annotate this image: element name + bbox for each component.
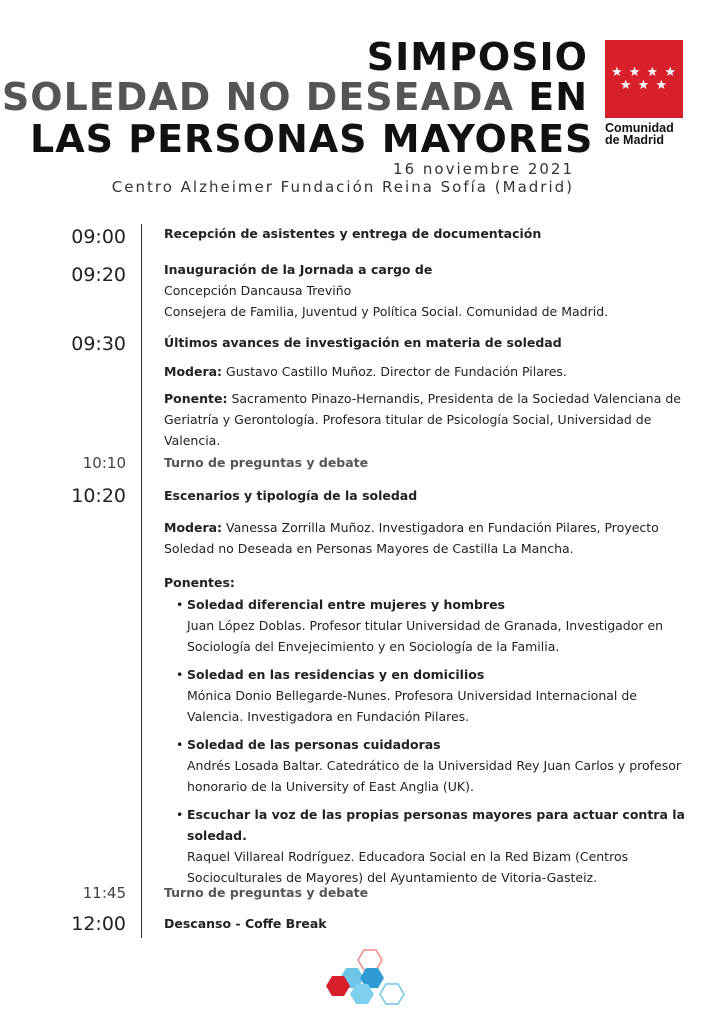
title-soledad: SOLEDAD NO DESEADA xyxy=(1,75,514,119)
moderator-label-2: Modera: xyxy=(164,520,223,535)
title-line-2 xyxy=(1,75,588,119)
time-1010: 10:10 xyxy=(82,454,126,472)
session-reception: Recepción de asistentes y entrega de documentación xyxy=(164,226,542,241)
timeline-divider xyxy=(141,224,142,938)
session-inauguration-title: Inauguración de la Jornada a cargo de xyxy=(164,262,433,277)
ponente-1-title: Soledad diferencial entre mujeres y hombres xyxy=(187,597,505,612)
time-0930: 09:30 xyxy=(71,333,126,355)
ponentes-label: Ponentes: xyxy=(164,575,235,590)
ponente-4-title: Escuchar la voz de las propias personas mayores para actuar contra la soledad. xyxy=(187,807,685,843)
session-research-title: Últimos avances de investigación en materia de soledad xyxy=(164,335,562,350)
research-speaker xyxy=(164,388,694,451)
logo-line-1: Comunidad xyxy=(605,121,674,135)
research-moderator xyxy=(164,361,694,382)
stars-row-1: ★ ★ ★ ★ xyxy=(610,65,677,80)
moderator-text-2: Vanessa Zorrilla Muñoz. Investigadora en Fundación Pilares, Proyecto Soledad no Deseada en Personas Mayores de Castilla La Mancha. xyxy=(164,520,659,556)
session-debate-1: Turno de preguntas y debate xyxy=(164,455,369,470)
time-0900: 09:00 xyxy=(71,226,126,248)
ponente-1-desc: Juan López Doblas. Profesor titular Universidad de Granada, Investigador en Sociología del Envejecimiento y en Sociología de la Familia. xyxy=(187,618,664,654)
logo-text xyxy=(605,122,683,146)
bullet-icon: • xyxy=(176,667,184,682)
ponente-3-desc: Andrés Losada Baltar. Catedrático de la Universidad Rey Juan Carlos y profesor honorario de la University of East Anglia (UK). xyxy=(187,758,682,794)
stars-row-2: ★ ★ ★ xyxy=(619,78,669,93)
bullet-icon: • xyxy=(176,807,184,822)
event-date: 16 noviembre 2021 xyxy=(393,160,574,178)
ponente-2-desc: Mónica Donio Bellegarde-Nunes. Profesora Universidad Internacional de Valencia. Investigadora en Fundación Pilares. xyxy=(187,688,637,724)
session-scenarios-title: Escenarios y tipología de la soledad xyxy=(164,488,418,503)
session-coffee-break: Descanso - Coffe Break xyxy=(164,916,327,931)
title-en: EN xyxy=(528,75,588,119)
speaker-label: Ponente: xyxy=(164,391,228,406)
session-debate-2: Turno de preguntas y debate xyxy=(164,885,369,900)
footer-hexagon-logo xyxy=(320,948,410,1008)
title-personas-mayores: LAS PERSONAS MAYORES xyxy=(30,117,594,161)
speaker-text: Sacramento Pinazo-Hernandis, Presidenta de la Sociedad Valenciana de Geriatría y Gerontología. Profesora titular de Psicología Social, Universidad de Valencia. xyxy=(164,391,681,448)
comunidad-madrid-logo xyxy=(605,40,683,146)
event-venue: Centro Alzheimer Fundación Reina Sofía (Madrid) xyxy=(111,178,574,196)
logo-line-2: de Madrid xyxy=(605,133,665,147)
ponente-3-title: Soledad de las personas cuidadoras xyxy=(187,737,441,752)
ponente-2-title: Soledad en las residencias y en domicilios xyxy=(187,667,485,682)
title-simposio: SIMPOSIO xyxy=(366,35,588,79)
time-1200: 12:00 xyxy=(71,913,126,935)
inauguration-role: Consejera de Familia, Juventud y Política Social. Comunidad de Madrid. xyxy=(164,304,609,319)
time-1145: 11:45 xyxy=(82,884,126,902)
moderator-label: Modera: xyxy=(164,364,223,379)
scenarios-moderator xyxy=(164,517,694,559)
bullet-icon: • xyxy=(176,597,184,612)
flag-stars xyxy=(605,66,683,92)
inauguration-speaker: Concepción Dancausa Treviño xyxy=(164,283,352,298)
bullet-icon: • xyxy=(176,737,184,752)
time-1020: 10:20 xyxy=(71,485,126,507)
moderator-text: Gustavo Castillo Muñoz. Director de Fundación Pilares. xyxy=(222,364,567,379)
madrid-flag-icon xyxy=(605,40,683,118)
time-0920: 09:20 xyxy=(71,264,126,286)
ponente-4-desc: Raquel Villareal Rodríguez. Educadora Social en la Red Bizam (Centros Socioculturales de Mayores) del Ayuntamiento de Vitoria-Gasteiz. xyxy=(187,849,629,885)
